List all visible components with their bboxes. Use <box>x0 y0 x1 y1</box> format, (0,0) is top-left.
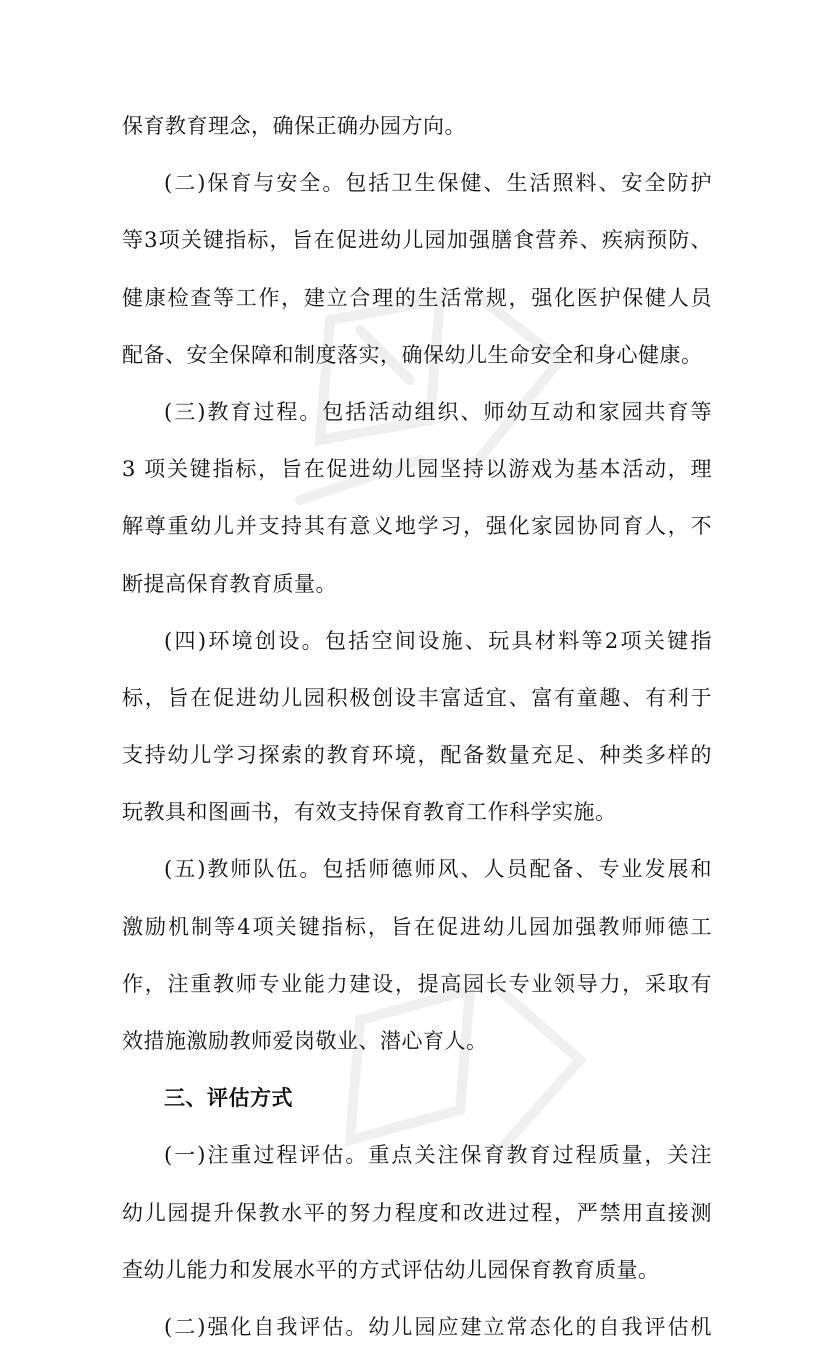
paragraph-line: 支持幼儿学习探索的教育环境，配备数量充足、种类多样的 <box>122 743 712 768</box>
paragraph-line: 断提高保育教育质量。 <box>122 571 337 596</box>
paragraph-line: (二)保育与安全。包括卫生保健、生活照料、安全防护 <box>164 171 712 196</box>
paragraph-line: 效措施激励教师爱岗敬业、潜心育人。 <box>122 1029 488 1053</box>
paragraph-line: 标，旨在促进幼儿园积极创设丰富适宜、富有童趣、有利于 <box>122 685 712 710</box>
paragraph-line: 激励机制等4项关键指标，旨在促进幼儿园加强教师师德工 <box>122 914 712 939</box>
paragraph-line: 3 项关键指标，旨在促进幼儿园坚持以游戏为基本活动，理 <box>122 457 712 482</box>
paragraph-line: 等3项关键指标，旨在促进幼儿园加强膳食营养、疾病预防、 <box>122 228 712 253</box>
paragraph-line: 作，注重教师专业能力建设，提高园长专业领导力，采取有 <box>122 971 712 996</box>
paragraph-line: 查幼儿能力和发展水平的方式评估幼儿园保育教育质量。 <box>122 1257 660 1282</box>
paragraph-line: (二)强化自我评估。幼儿园应建立常态化的自我评估机 <box>164 1314 712 1339</box>
paragraph-line: (三)教育过程。包括活动组织、师幼互动和家园共育等 <box>164 399 712 424</box>
paragraph-line: 配备、安全保障和制度落实，确保幼儿生命安全和身心健康。 <box>122 342 703 367</box>
section-heading: 三、评估方式 <box>164 1086 293 1111</box>
paragraph-line: 健康检查等工作，建立合理的生活常规，强化医护保健人员 <box>122 285 712 310</box>
paragraph-line: 玩教具和图画书，有效支持保育教育工作科学实施。 <box>122 800 617 825</box>
paragraph-line: (一)注重过程评估。重点关注保育教育过程质量，关注 <box>164 1143 712 1168</box>
paragraph-line: 幼儿园提升保教水平的努力程度和改进过程，严禁用直接测 <box>122 1200 712 1225</box>
body-text <box>122 98 712 1356</box>
paragraph-line: (五)教师队伍。包括师德师风、人员配备、专业发展和 <box>164 857 712 882</box>
paragraph-line: 保育教育理念，确保正确办园方向。 <box>122 114 466 138</box>
paragraph-line: 解尊重幼儿并支持其有意义地学习，强化家园协同育人，不 <box>122 514 712 539</box>
paragraph-line: (四)环境创设。包括空间设施、玩具材料等2项关键指 <box>164 628 712 653</box>
